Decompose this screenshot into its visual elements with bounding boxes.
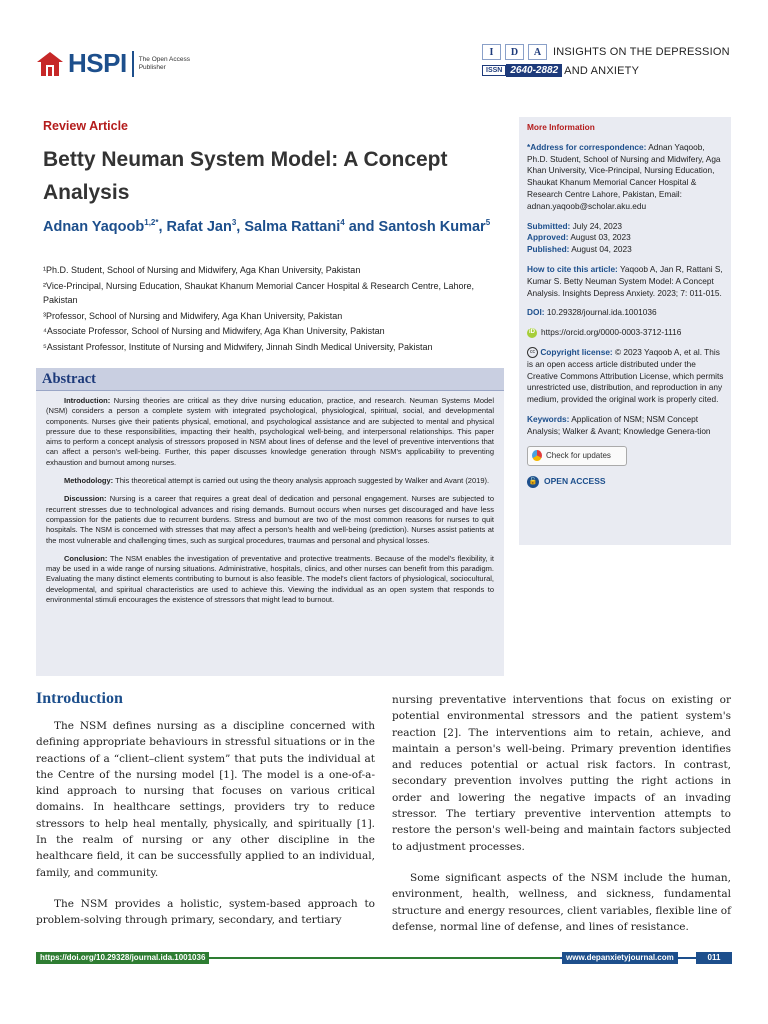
- abstract-label: Introduction:: [64, 396, 111, 405]
- cite-label: How to cite this article:: [527, 263, 618, 274]
- abstract-box: [36, 368, 504, 676]
- copyright: [527, 347, 725, 406]
- body-paragraph: nursing preventative interventions that focus on existing or potential environmental stressors and the patient system's reaction [2]. The interventions aim to retain, achieve, and maintain a person's well-being. Primary prevention identifies and reduces potential or actual risk factors. In contrast, secondary prevention involves putting the right actions in order and lowering the negative impacts of an invading stressor. The tertiary preventive intervention attempts to restore the person's well-being and maintain factors subjected to adjustment processes.: [392, 694, 731, 853]
- body-paragraph: The NSM defines nursing as a discipline concerned with defining appropriate behaviours in stressful situations or in the reactions of a “client–client system” that puts the individual at the Centre of the nursing model [1]. The model is a one-of-a-kind approach to nursing that focuses on various critical domains. In healthcare settings, providers try to reduce stressors to help heal mentally, physically, and spiritually [1]. In the realm of nursing or any other discipline in the healthcare field, it can be successfully applied to an individual, family, and community.: [36, 720, 375, 879]
- author-name[interactable]: Santosh Kumar: [378, 218, 486, 235]
- publisher-name: HSPI: [68, 48, 127, 78]
- abstract-label: Methodology:: [64, 476, 114, 486]
- copyright-label: Copyright license:: [540, 346, 613, 357]
- keywords: [527, 414, 725, 438]
- sidebar-heading: More Information: [527, 122, 595, 132]
- journal-title-line1: INSIGHTS ON THE DEPRESSION: [553, 46, 730, 58]
- ida-letter-i: I: [482, 44, 501, 60]
- approved-date: August 03, 2023: [568, 232, 631, 243]
- author-list: [43, 212, 503, 238]
- abstract-text: Nursing is a career that requires a great deal of dedication and personal engagement. Nurses are subjected to recurrent stresses due to technological advances and rising demands. Burnout occurs when nurses get discouraged and have less compassion for the patients due to recurrent burdens. Stress and burnout are two of the most common reasons for nurses to quit hospitals. The NSM is concerned with stresses that may affect a person's health and well-being (prediction). Nurses assist patients at the most vulnerable and challenging times, such as surgical procedures, traumas and personal and physical losses.: [46, 494, 494, 545]
- correspondence: [527, 142, 725, 213]
- author-name[interactable]: Adnan Yaqoob: [43, 218, 145, 235]
- abstract-header: [36, 368, 504, 391]
- article-title: Betty Neuman System Model: A Concept Analysis: [43, 148, 448, 204]
- abstract-text: This theoretical attempt is carried out using the theory analysis approach suggested by Walker and Avant (2019).: [113, 476, 490, 486]
- author-affil-sup: 5: [485, 218, 491, 227]
- doi: [527, 307, 725, 319]
- abstract-label: Discussion:: [64, 494, 107, 504]
- logo-divider: [132, 51, 134, 77]
- affiliation-item: ³Professor, School of Nursing and Midwifery, Aga Khan University, Pakistan: [43, 310, 343, 321]
- dates: [527, 221, 725, 256]
- body-column-left: [36, 718, 375, 944]
- journal-title-line2: AND ANXIETY: [564, 64, 640, 77]
- abstract-label: Conclusion:: [64, 553, 108, 563]
- author-name[interactable]: Rafat Jan: [166, 218, 232, 235]
- ida-letter-a: A: [528, 44, 547, 60]
- orcid-link[interactable]: [527, 327, 725, 339]
- publisher-logo[interactable]: [36, 48, 209, 79]
- published-label: Published:: [527, 244, 570, 255]
- hspi-house-icon: [36, 51, 64, 77]
- author-separator: and: [344, 218, 379, 235]
- body-column-right: [392, 692, 731, 950]
- author-name[interactable]: Salma Rattani: [244, 218, 341, 235]
- check-updates-label: Check for updates: [546, 450, 611, 460]
- author-affil-sup: 3: [231, 218, 237, 227]
- footer-doi-link[interactable]: https://doi.org/10.29328/journal.ida.1001036: [36, 952, 209, 964]
- cc-icon: cc: [527, 347, 538, 358]
- author-affil-sup: 1,2*: [144, 218, 159, 227]
- cite-text: Yaqoob A, Jan R, Rattani S, Kumar S. Betty Neuman System Model: A Concept Analysis. Insights Depress Anxiety. 2023; 7: 011-015.: [527, 263, 723, 298]
- correspondence-label: *Address for correspondence:: [527, 141, 647, 152]
- affiliation-item: ⁵Assistant Professor, Institute of Nursing and Midwifery, Jinnah Sindh Medical University, Pakistan: [43, 341, 433, 352]
- author-affil-sup: 4: [340, 218, 345, 227]
- affiliations: [43, 263, 499, 355]
- abstract-body: [46, 396, 494, 613]
- open-access-badge[interactable]: [527, 476, 725, 488]
- abstract-section-conclusion: [46, 554, 494, 605]
- issn-label: ISSN: [482, 65, 506, 76]
- orcid-url[interactable]: https://orcid.org/0000-0003-3712-1116: [541, 327, 682, 338]
- copyright-text: © 2023 Yaqoob A, et al. This is an open access article distributed under the Creative Commons Attribution License, which permits unrestricted use, distribution, and reproduction in any medium, provided the original work is properly cited.: [527, 346, 724, 405]
- keywords-label: Keywords:: [527, 413, 570, 424]
- more-info-sidebar: [519, 117, 731, 545]
- affiliation-item: ⁴Associate Professor, School of Nursing and Midwifery, Aga Khan University, Pakistan: [43, 326, 385, 336]
- journal-banner[interactable]: [482, 44, 730, 77]
- abstract-heading: Abstract: [42, 371, 96, 387]
- ida-letter-d: D: [505, 44, 524, 60]
- submitted-date: July 24, 2023: [570, 220, 622, 231]
- author-separator: ,: [158, 218, 167, 235]
- issn-number: 2640-2882: [506, 64, 562, 77]
- article-type: Review Article: [43, 119, 128, 133]
- footer-site-link[interactable]: www.depanxietyjournal.com: [562, 952, 678, 964]
- crossmark-icon: [532, 450, 542, 461]
- submitted-label: Submitted:: [527, 220, 571, 231]
- citation: [527, 264, 725, 299]
- check-updates-button[interactable]: [527, 446, 627, 466]
- page-number: 011: [696, 952, 732, 964]
- open-access-icon: 🔓: [527, 476, 539, 488]
- doi-value[interactable]: 10.29328/journal.ida.1001036: [544, 307, 657, 318]
- affiliation-item: ²Vice-Principal, Nursing Education, Shaukat Khanum Memorial Cancer Hospital & Research Centre, Lahore, Pakistan: [43, 280, 475, 305]
- orcid-icon: iD: [527, 328, 537, 338]
- body-paragraph: The NSM provides a holistic, system-based approach to problem-solving through primary, secondary, and tertiary: [36, 897, 375, 927]
- approved-label: Approved:: [527, 232, 569, 243]
- introduction-heading: Introduction: [36, 690, 123, 707]
- abstract-section-intro: [46, 396, 494, 468]
- doi-label: DOI:: [527, 307, 545, 318]
- open-access-label: OPEN ACCESS: [544, 475, 606, 486]
- abstract-section-discussion: [46, 494, 494, 545]
- body-paragraph: Some significant aspects of the NSM include the human, environment, health, wellness, and sickness, fundamental structure and energy resources, client variables, flexible line of defense, normal line of defense, and lines of resistance.: [392, 871, 731, 933]
- correspondence-text[interactable]: Adnan Yaqoob, Ph.D. Student, School of Nursing and Midwifery, Aga Khan University, Vice-Principal, Nursing Education, Shaukat Khanum Memorial Cancer Hospital & Research Centre Lahore, Pakistan, Email: adnan.yaqoob@scholar.aku.edu: [527, 141, 721, 211]
- abstract-text: The NSM enables the investigation of preventative and protective treatments. Because of the model's flexibility, it may be used in a wide range of nursing situations. Administrative, hospitals, clinics, and other nurses can benefit from this paradigm. Evaluating the many distinct elements contributing to burnout is also feasible. The model's client factors of physiological, sociocultural, developmental, and spiritual characteristics are used to achieve this. Viewing the individual as an open system that responds to environmental stimuli encourages the existence of stressors that might lead to burnout.: [46, 553, 494, 605]
- affiliation-item: ¹Ph.D. Student, School of Nursing and Midwifery, Aga Khan University, Pakistan: [43, 265, 361, 275]
- publisher-tagline: The Open Access Publisher: [138, 55, 190, 71]
- abstract-text: Nursing theories are critical as they drive nursing education, practice, and research. Neuman Systems Model (NSM) considers a person a complete system with integrated psychological, physiological, spiritual, social, and developmental components. Nurses give their patients physical, emotional, and psychological assistance and are subjected to mental and physical pressure due to these responsibilities, impacting their health, psychological well-being, and interpersonal relationships. This paper aims to perform a concept analysis of stressors proposed in NSM about lines of defense and the level of preventive interventions that can affect a person's well-being. Further, this paper discusses knowledge generation through NSM's applicability to preventing exhaustion and burnout among nurses.: [46, 396, 494, 467]
- abstract-section-method: [46, 476, 494, 486]
- author-separator: ,: [236, 218, 245, 235]
- published-date: August 04, 2023: [569, 244, 632, 255]
- keywords-text: Application of NSM; NSM Concept Analysis; Walker & Avant; Knowledge Genera-tion: [527, 413, 711, 436]
